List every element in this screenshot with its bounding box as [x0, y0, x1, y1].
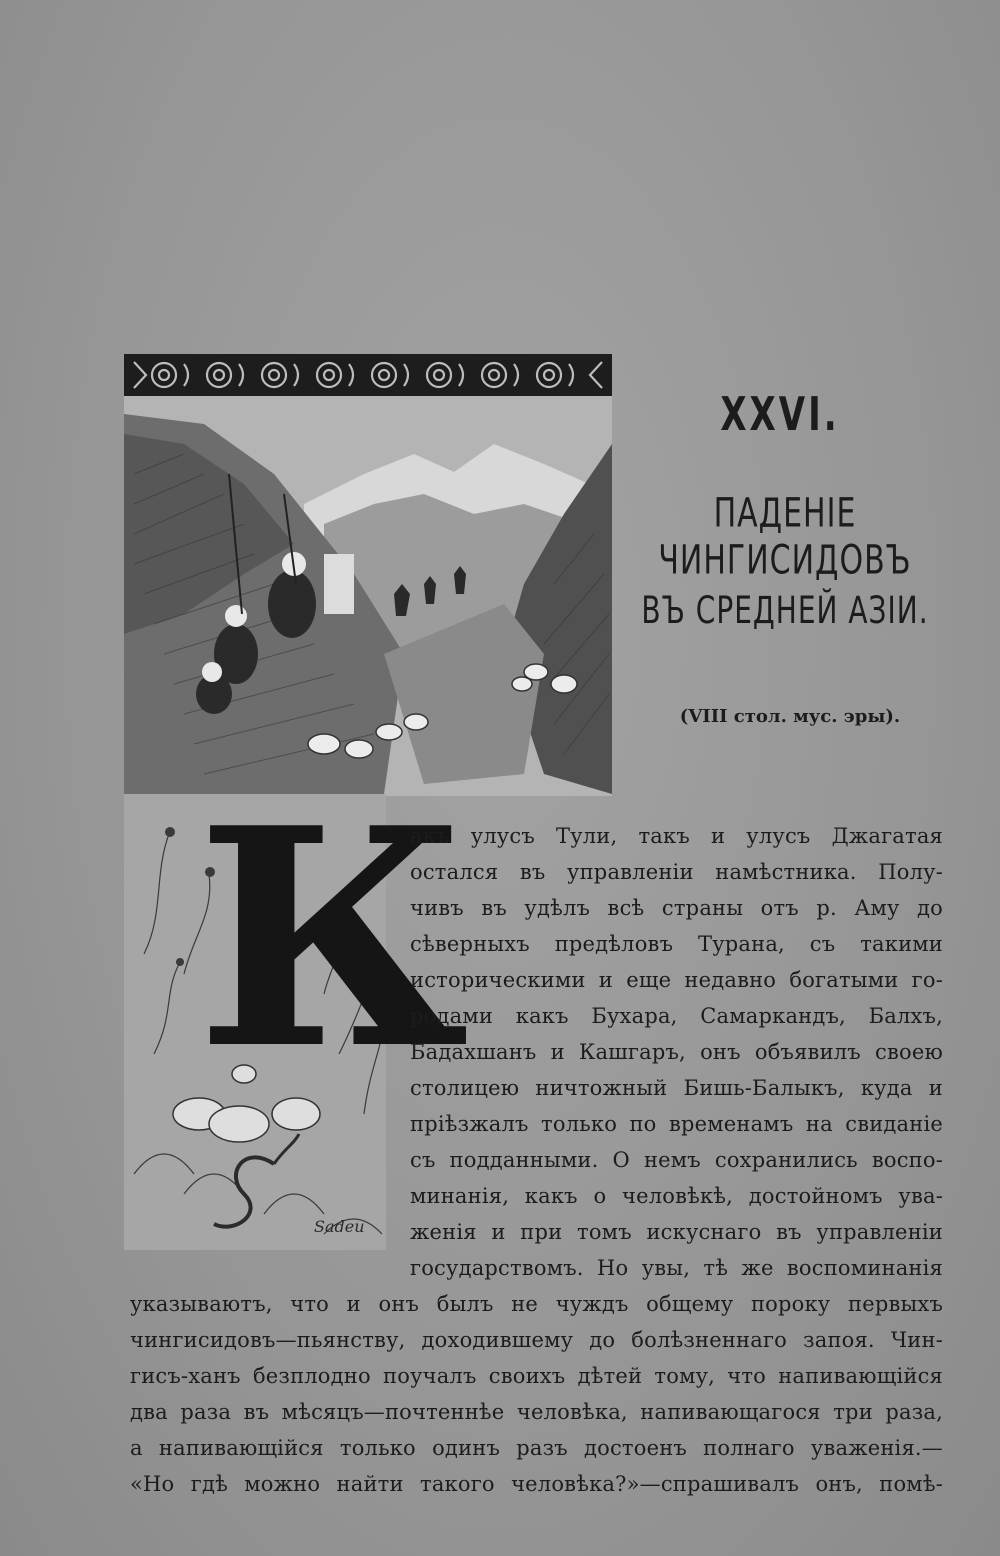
body-line: государствомъ. Но увы, тѣ же воспоминанія	[410, 1256, 943, 1280]
body-line: остался въ управленіи намѣстника. Полу-	[410, 860, 943, 884]
body-line: сѣверныхъ предѣловъ Турана, съ такими	[410, 932, 943, 956]
body-line: «Но гдѣ можно найти такого человѣка?»—спрашивалъ онъ, помѣ-	[130, 1472, 943, 1496]
body-line: акъ улусъ Тули, такъ и улусъ Джагатая	[410, 824, 943, 848]
ornament-band	[124, 354, 612, 396]
body-line: историческими и еще недавно богатыми го-	[410, 968, 943, 992]
drop-cap: К	[196, 762, 469, 1115]
body-line: чивъ въ удѣлъ всѣ страны отъ р. Аму до	[410, 896, 943, 920]
body-line: а напивающійся только одинъ разъ достоенъ полнаго уваженія.—	[130, 1436, 943, 1460]
chapter-title-line-1: ПАДЕНІЕ ЧИНГИСИДОВЪ	[658, 490, 912, 585]
body-line: столицею ничтожный Бишь-Балыкъ, куда и	[410, 1076, 943, 1100]
body-line: чингисидовъ—пьянству, доходившему до болѣзненнаго запоя. Чин-	[130, 1328, 943, 1352]
body-line: съ подданными. О немъ сохранились воспо-	[410, 1148, 943, 1172]
chapter-title-line-2: ВЪ СРЕДНЕЙ АЗІИ.	[641, 588, 929, 633]
body-line: два раза въ мѣсяцъ—почтеннѣе человѣка, напивающагося три раза,	[130, 1400, 943, 1424]
body-line: родами какъ Бухара, Самаркандъ, Балхъ,	[410, 1004, 943, 1028]
body-line: пріѣзжалъ только по временамъ на свиданіе	[410, 1112, 943, 1136]
body-line: минанія, какъ о человѣкѣ, достойномъ ува-	[410, 1184, 943, 1208]
era-note: (VIII стол. мус. эры).	[679, 706, 901, 727]
body-line: Бадахшанъ и Кашгаръ, онъ объявилъ своею	[410, 1040, 943, 1064]
artist-signature: Sadeu	[314, 1217, 365, 1236]
body-line: указываютъ, что и онъ былъ не чуждъ общему пороку первыхъ	[130, 1292, 943, 1316]
body-line: женія и при томъ искуснаго въ управленіи	[410, 1220, 943, 1244]
chapter-number: XXVI.	[720, 388, 840, 442]
body-line: гисъ-ханъ безплодно поучалъ своихъ дѣтей тому, что напивающійся	[130, 1364, 943, 1388]
